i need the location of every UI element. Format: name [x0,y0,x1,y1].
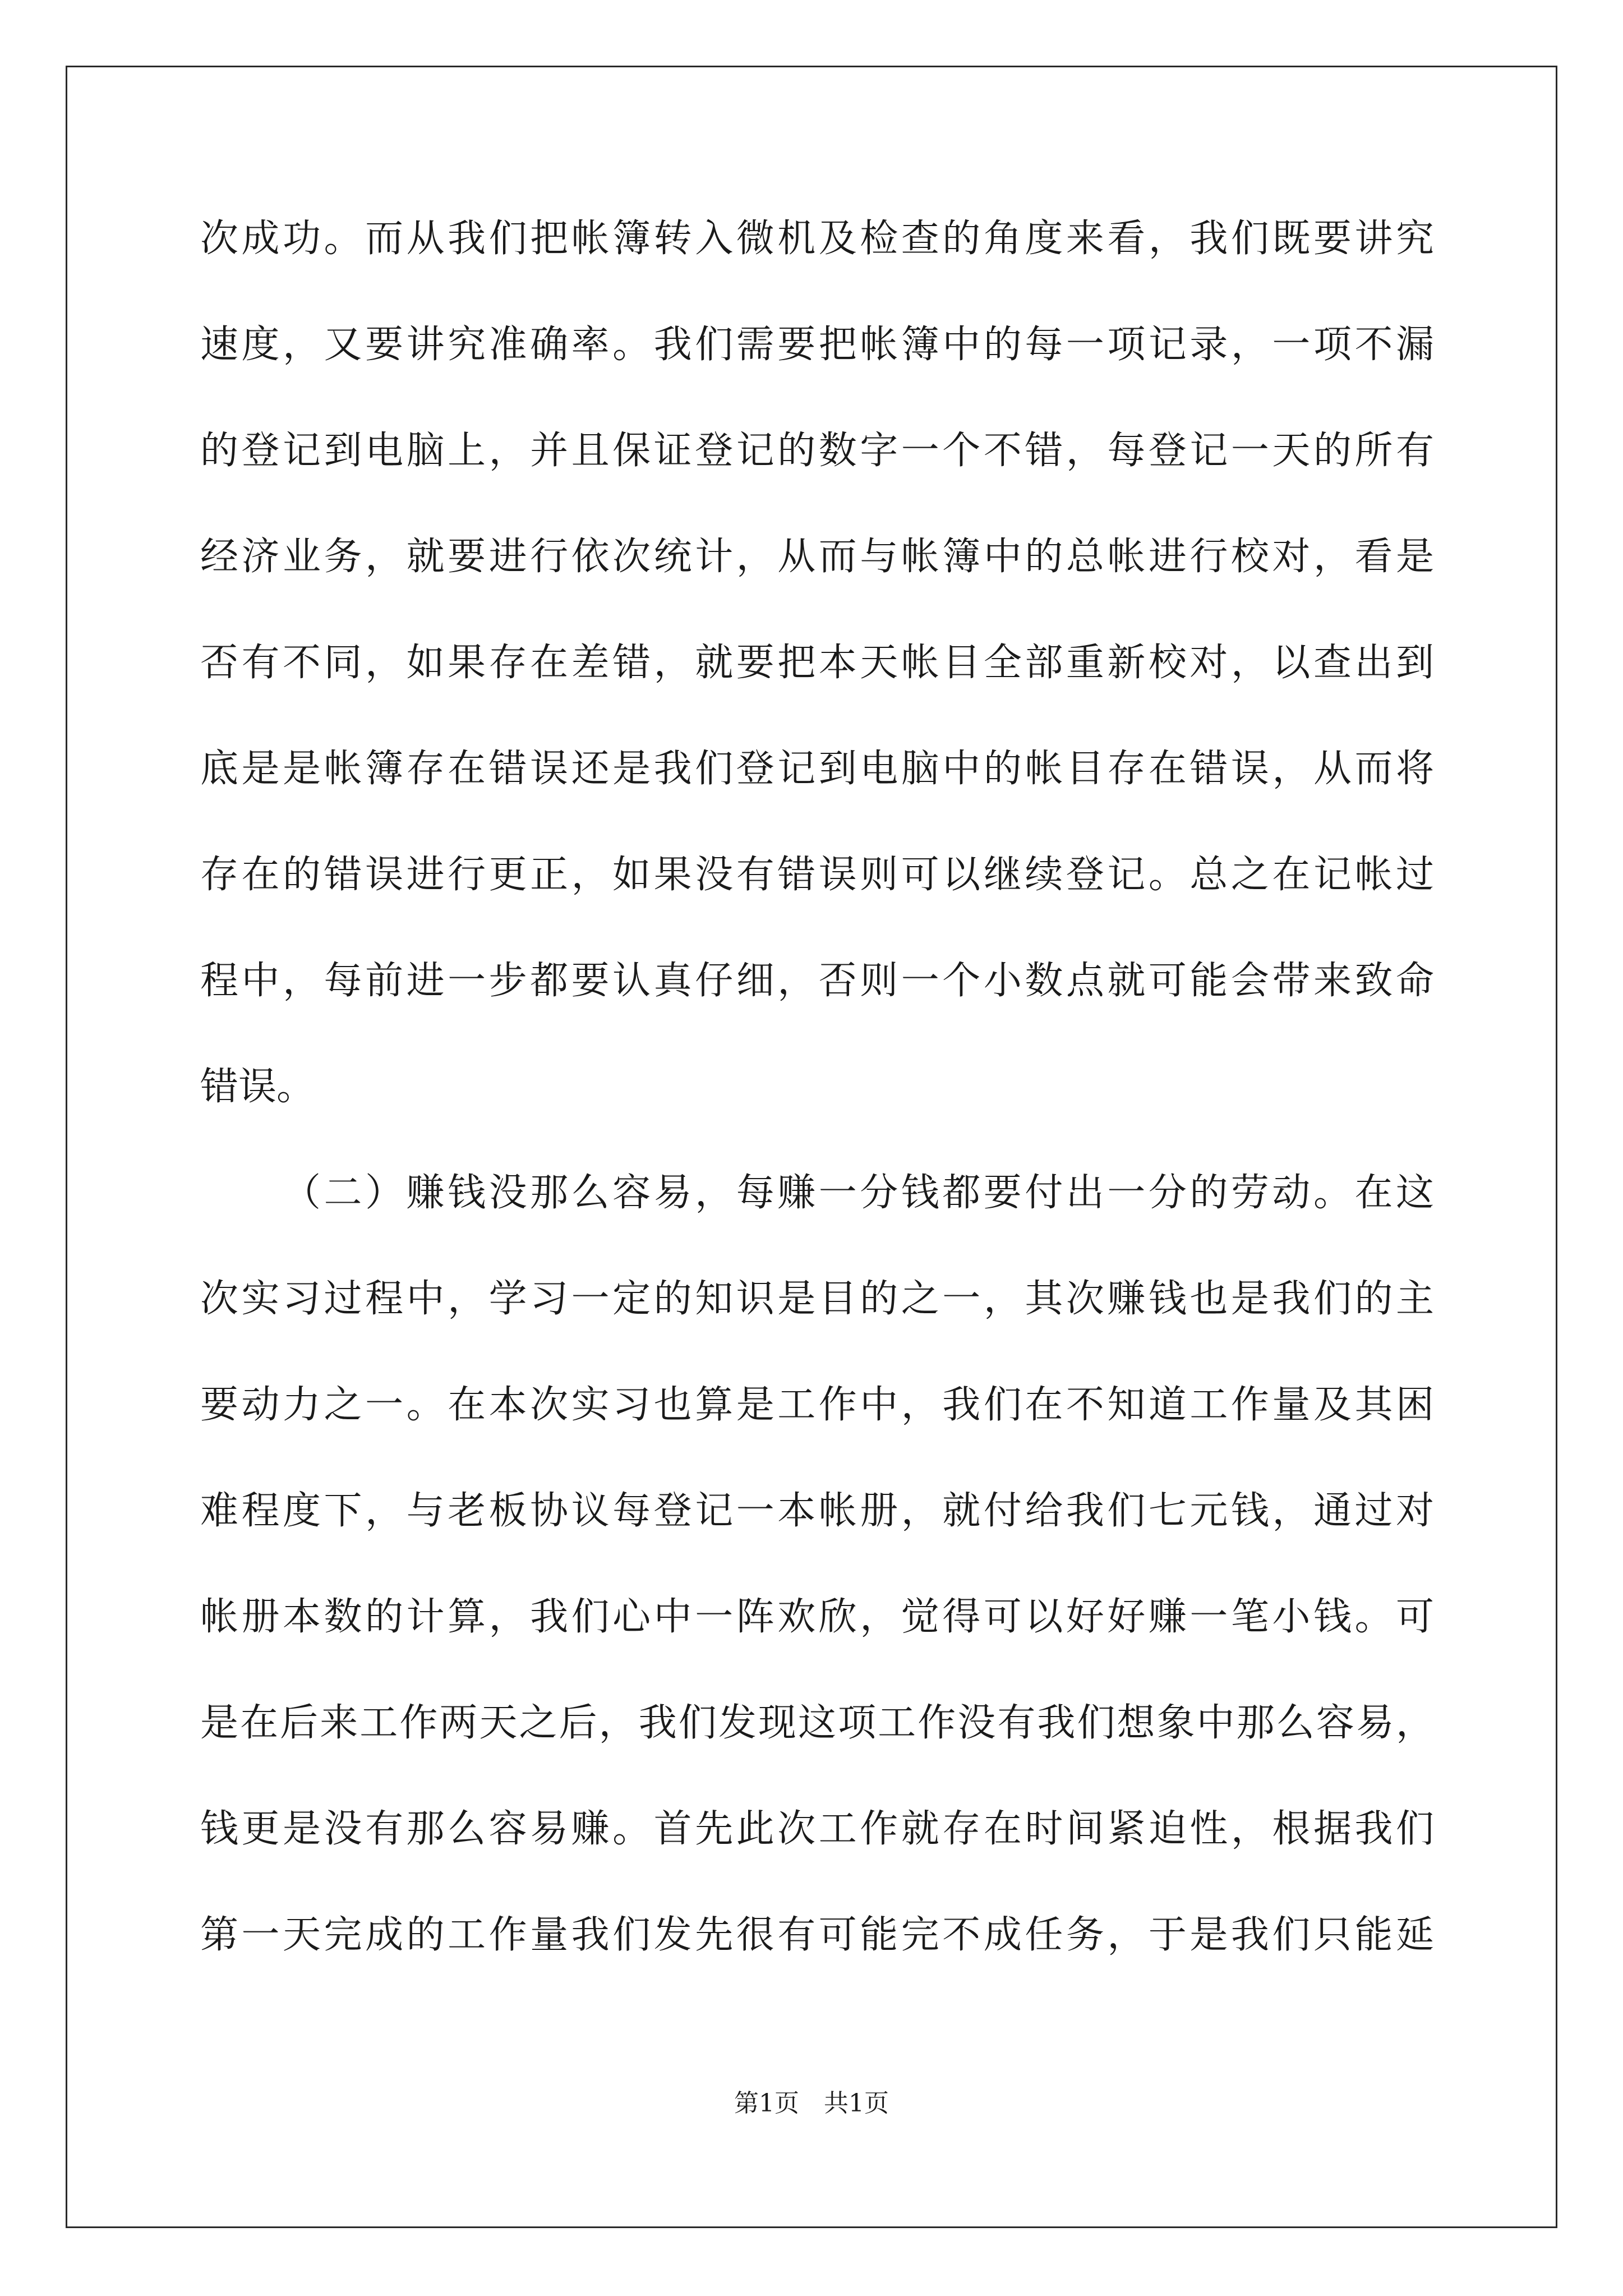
text-line: 程中，每前进一步都要认真仔细，否则一个小数点就可能会带来致命 [200,959,1434,1003]
text-line: 帐册本数的计算，我们心中一阵欢欣，觉得可以好好赚一笔小钱。可 [200,1595,1434,1639]
text-line: 经济业务，就要进行依次统计，从而与帐簿中的总帐进行校对，看是 [200,535,1434,579]
text-line: 的登记到电脑上，并且保证登记的数字一个不错，每登记一天的所有 [200,429,1434,473]
paragraph-first-line: （二）赚钱没那么容易，每赚一分钱都要付出一分的劳动。在这 [283,1171,1434,1215]
document-body [200,212,1434,2014]
text-line: 要动力之一。在本次实习也算是工作中，我们在不知道工作量及其困 [200,1383,1434,1427]
text-line: 是在后来工作两天之后，我们发现这项工作没有我们想象中那么容易， [200,1701,1434,1745]
text-line: 次成功。而从我们把帐簿转入微机及检查的角度来看，我们既要讲究 [200,217,1434,261]
text-line: 次实习过程中，学习一定的知识是目的之一，其次赚钱也是我们的主 [200,1277,1434,1321]
text-line: 钱更是没有那么容易赚。首先此次工作就存在时间紧迫性，根据我们 [200,1807,1434,1851]
text-line: 存在的错误进行更正，如果没有错误则可以继续登记。总之在记帐过 [200,853,1434,897]
text-line: 第一天完成的工作量我们发先很有可能完不成任务，于是我们只能延 [200,1913,1434,1957]
text-line: 否有不同，如果存在差错，就要把本天帐目全部重新校对，以查出到 [200,641,1434,685]
text-line: 底是是帐簿存在错误还是我们登记到电脑中的帐目存在错误，从而将 [200,747,1434,791]
page-number-footer: 第1页 共1页 [734,2089,889,2118]
text-line: 难程度下，与老板协议每登记一本帐册，就付给我们七元钱，通过对 [200,1489,1434,1533]
text-line: 速度，又要讲究准确率。我们需要把帐簿中的每一项记录，一项不漏 [200,323,1434,367]
text-line: 错误。 [200,1065,315,1109]
